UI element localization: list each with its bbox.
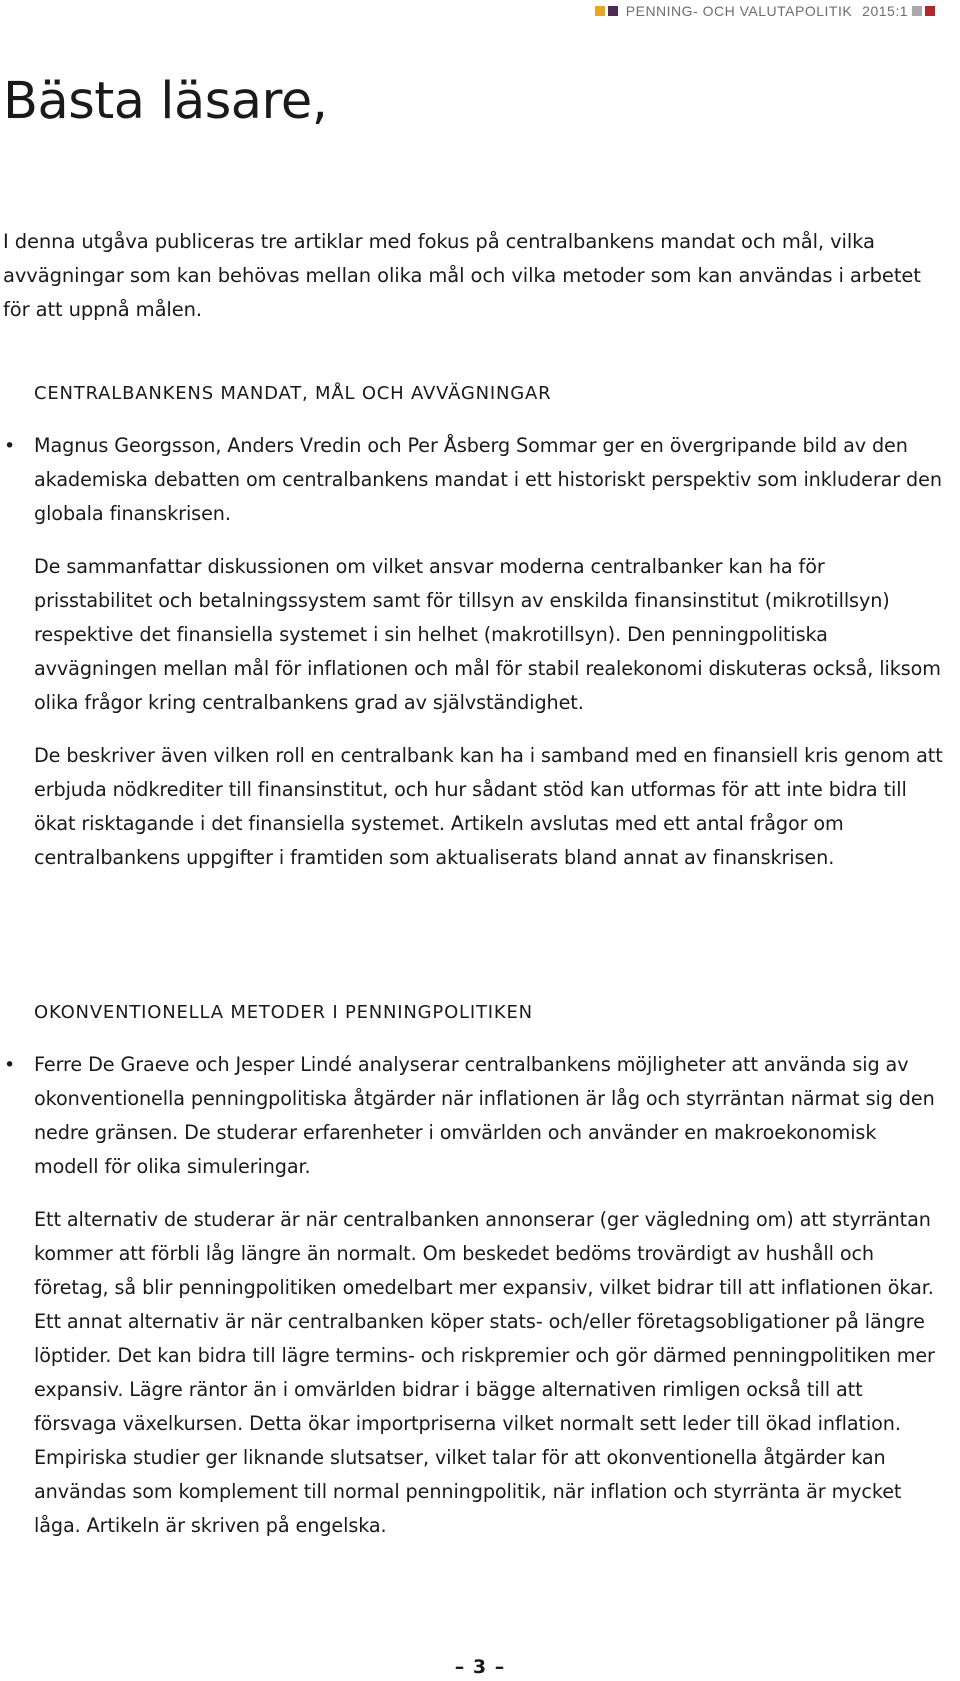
paragraph: Ferre De Graeve och Jesper Lindé analyserar centralbankens möjligheter att använda sig av okonventionella penningpolitiska åtgärder när inflationen är låg och styrräntan närmat sig den nedre gränsen. De studerar erfarenheter i omvärlden och använder en makroekonomisk modell för olika simuleringar. (34, 1053, 935, 1178)
decor-square-purple (608, 6, 618, 16)
decor-square-red (925, 6, 935, 16)
issue-number: 2015:1 (862, 3, 908, 19)
section-body-mandat (34, 429, 944, 894)
intro-paragraph: I denna utgåva publiceras tre artiklar med fokus på centralbankens mandat och mål, vilka avvägningar som kan behövas mellan olika mål och vilka metoder som kan användas i arbetet för att uppnå målen. (3, 230, 921, 321)
bullet-okonventionella: • (4, 1054, 16, 1076)
decor-square-gray (912, 6, 922, 16)
section-heading-mandat: CENTRALBANKENS MANDAT, MÅL OCH AVVÄGNINGAR (34, 383, 552, 404)
paragraph: De sammanfattar diskussionen om vilket ansvar moderna centralbanker kan ha för prisstabilitet och betalningssystem samt för tillsyn av enskilda finansinstitut (mikrotillsyn) respektive det finansiella systemet i sin helhet (makrotillsyn). Den penningpolitiska avvägningen mellan mål för inflationen och mål för stabil realekonomi diskuteras också, liksom olika frågor kring centralbankens grad av självständighet. (34, 555, 941, 714)
page-title: Bästa läsare, (3, 72, 328, 131)
publication-name: PENNING- OCH VALUTAPOLITIK (625, 3, 853, 19)
decor-square-orange (595, 6, 605, 16)
page-number: – 3 – (454, 1656, 506, 1678)
paragraph: Magnus Georgsson, Anders Vredin och Per Åsberg Sommar ger en övergripande bild av den akademiska debatten om centralbankens mandat i ett historiskt perspektiv som inkluderar den globala finanskrisen. (34, 434, 942, 525)
section-body-okonventionella (34, 1048, 944, 1562)
paragraph: Ett alternativ de studerar är när centralbanken annonserar (ger vägledning om) att styrräntan kommer att förbli låg längre än normalt. Om beskedet bedöms trovärdigt av hushåll och företag, så blir penningpolitiken omedelbart mer expansiv, vilket bidrar till att inflationen ökar. Ett annat alternativ är när centralbanken köper stats- och/eller företagsobligationer på längre löptider. Det kan bidra till lägre termins- och riskpremier och gör därmed penningpolitiken mer expansiv. Lägre räntor än i omvärlden bidrar i bägge alternativen rimligen också till att försvaga växelkursen. Detta ökar importpriserna vilket normalt sett leder till ökad inflation. Empiriska studier ger liknande slutsatser, vilket talar för att okonventionella åtgärder kan användas som komplement till normal penningpolitik, när inflation och styrränta är mycket låga. Artikeln är skriven på engelska. (34, 1208, 935, 1537)
section-heading-okonventionella: OKONVENTIONELLA METODER I PENNINGPOLITIKEN (34, 1002, 533, 1023)
paragraph: De beskriver även vilken roll en centralbank kan ha i samband med en finansiell kris genom att erbjuda nödkrediter till finansinstitut, och hur sådant stöd kan utformas för att inte bidra till ökat risktagande i det finansiella systemet. Artikeln avslutas med ett antal frågor om centralbankens uppgifter i framtiden som aktualiserats bland annat av finanskrisen. (34, 744, 943, 869)
bullet-mandat: • (4, 435, 16, 457)
running-header (595, 3, 938, 19)
